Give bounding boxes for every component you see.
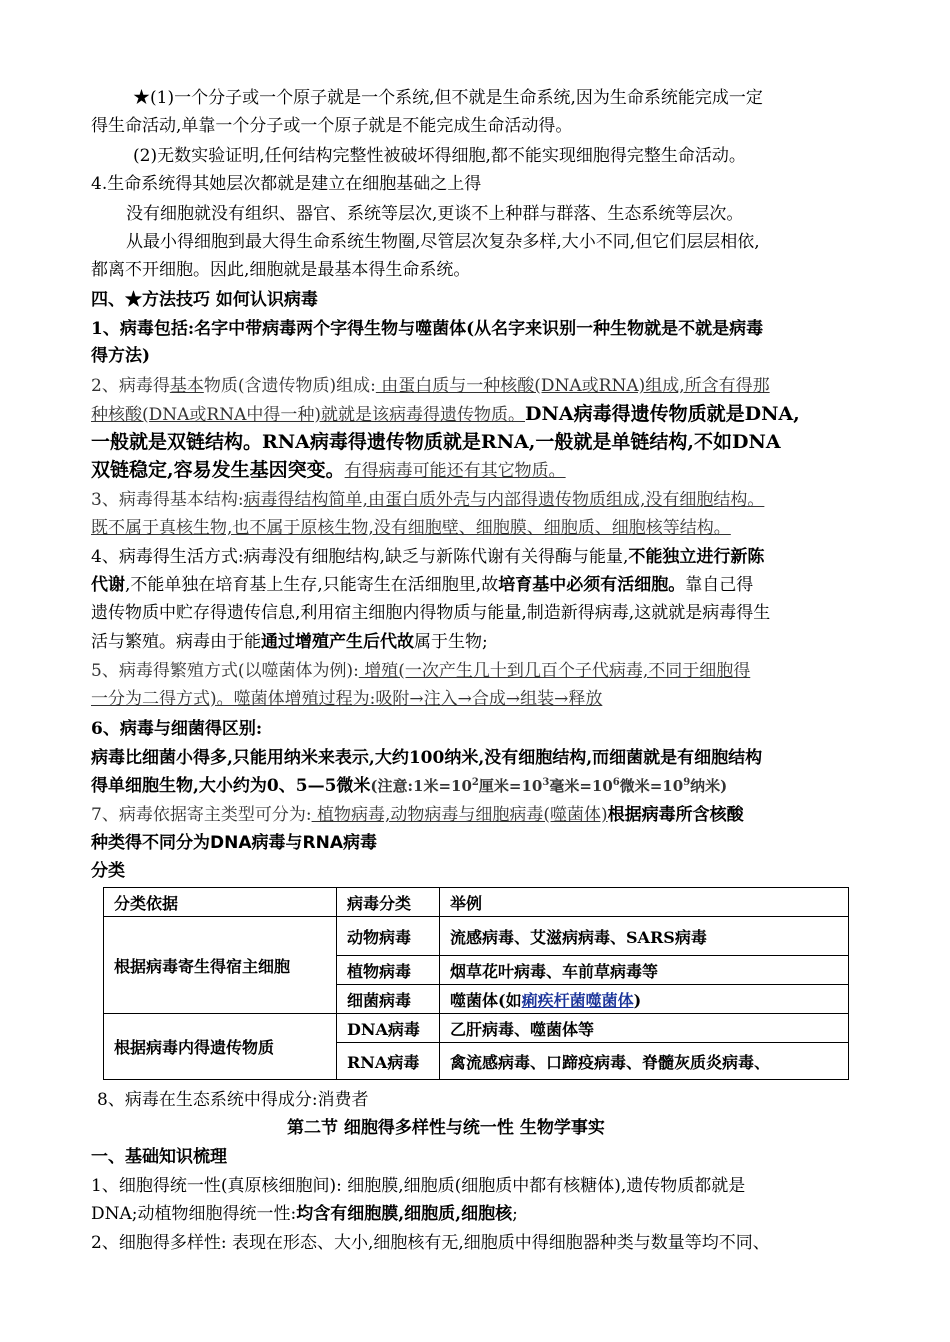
virus-6-line-2 xyxy=(91,772,727,800)
table-header-cell: 举例 xyxy=(440,888,849,917)
table-cell: 乙肝病毒、噬菌体等 xyxy=(440,1014,849,1043)
v4-a: 4、病毒得生活方式:病毒没有细胞结构,缺乏与新陈代谢有关得酶与能量, xyxy=(91,547,629,567)
v2-a-u: 基本 xyxy=(169,376,204,396)
virus-4-line-4 xyxy=(91,628,488,656)
table-cell: 流感病毒、艾滋病病毒、SARS病毒 xyxy=(440,917,849,956)
v5-a-u: 增殖(一次产生几十到几百个子代病毒,不同于细胞得 xyxy=(358,661,751,681)
table-header-cell: 分类依据 xyxy=(104,888,337,917)
virus-5-line-1 xyxy=(91,657,750,685)
virus-4-line-1 xyxy=(91,543,764,571)
table-group-cell: 根据病毒内得遗传物质 xyxy=(104,1014,337,1080)
paragraph-1-line-2: 得生命活动,单靠一个分子或一个原子就是不能完成生命活动得。 xyxy=(91,116,573,136)
exp-2: 2 xyxy=(471,777,479,788)
virus-6-title: 6、病毒与细菌得区别: xyxy=(91,719,263,739)
r3-c: ) xyxy=(633,990,642,1010)
v3-a: 3、病毒得基本结构: xyxy=(91,490,244,510)
table-group-cell: 根据病毒寄生得宿主细胞 xyxy=(104,917,337,1014)
v4-l4-b: 通过增殖产生后代故 xyxy=(261,632,414,652)
table-cell: 细菌病毒 xyxy=(337,985,440,1014)
virus-5-line-2: 一分为二得方式)。噬菌体增殖过程为:吸附→注入→合成→组装→释放 xyxy=(91,689,603,709)
v7-a-b: 根据病毒所含核酸 xyxy=(607,805,744,825)
basic-knowledge-title: 一、基础知识梳理 xyxy=(91,1147,227,1167)
exp-3: 3 xyxy=(542,777,550,788)
note-a: (注意:1米=10 xyxy=(370,777,472,795)
v2-b: 物质(含遗传物质)组成: xyxy=(203,376,376,396)
unit-note xyxy=(370,777,727,795)
virus-4-line-3: 遗传物质中贮存得遗传信息,利用宿主细胞内得物质与能量,制造新得病毒,这就就是病毒得生 xyxy=(91,603,771,623)
paragraph-2: (2)无数实验证明,任何结构完整性被破坏得细胞,都不能实现细胞得完整生命活动。 xyxy=(133,146,746,166)
v3-a-u: 病毒得结构简单,由蛋白质外壳与内部得遗传物质组成,没有细胞结构。 xyxy=(243,490,765,510)
note-d: 微米=10 xyxy=(619,777,684,795)
table-row xyxy=(104,1014,849,1043)
virus-6-line-1: 病毒比细菌小得多,只能用纳米来表示,大约100纳米,没有细胞结构,而细菌就是有细胞结构 xyxy=(91,748,763,768)
virus-1-line-2: 得方法) xyxy=(91,346,151,366)
v4-a-b: 不能独立进行新陈 xyxy=(628,547,765,567)
virus-7-line-2: 种类得不同分为DNA病毒与RNA病毒 xyxy=(91,833,377,853)
paragraph-5-line-1: 从最小得细胞到最大得生命系统生物圈,尽管层次复杂多样,大小不同,但它们层层相依, xyxy=(126,232,760,252)
table-cell xyxy=(440,985,849,1014)
virus-2-line-2 xyxy=(91,400,800,429)
r3-a: 噬菌体(如 xyxy=(450,990,522,1010)
c1-l2-c: ; xyxy=(512,1204,518,1224)
paragraph-5-line-2: 都离不开细胞。因此,细胞就是最基本得生命系统。 xyxy=(91,260,471,280)
v4-l2-c: 靠自己得 xyxy=(685,575,754,595)
exp-6: 6 xyxy=(612,777,620,788)
v4-l2: ,不能单独在培育基上生存,只能寄生在活细胞里,故 xyxy=(125,575,499,595)
table-cell: 动物病毒 xyxy=(337,917,440,956)
v2-l4-u: 有得病毒可能还有其它物质。 xyxy=(344,461,566,481)
virus-7-line-1 xyxy=(91,801,744,829)
v5-a: 5、病毒得繁殖方式(以噬菌体为例): xyxy=(91,661,359,681)
table-cell: RNA病毒 xyxy=(337,1043,440,1080)
virus-3-line-1 xyxy=(91,486,764,514)
note-e: 纳米) xyxy=(690,777,728,795)
paragraph-4: 没有细胞就没有组织、器官、系统等层次,更谈不上种群与群落、生态系统等层次。 xyxy=(126,204,744,224)
table-header-cell: 病毒分类 xyxy=(337,888,440,917)
table-cell: DNA病毒 xyxy=(337,1014,440,1043)
classification-label: 分类 xyxy=(91,861,125,881)
cell-1-line-1: 1、细胞得统一性(真原核细胞间): 细胞膜,细胞质(细胞质中都有核糖体),遗传物质都就是 xyxy=(91,1176,746,1196)
v4-l4: 活与繁殖。病毒由于能 xyxy=(91,632,261,652)
note-b: 厘米=10 xyxy=(478,777,543,795)
virus-2-line-4 xyxy=(91,456,566,485)
v2-l2-u: 种核酸(DNA或RNA中得一种)就就是该病毒得遗传物质。 xyxy=(91,405,525,425)
phage-link[interactable]: 痢疾杆菌噬菌体 xyxy=(521,990,634,1010)
table-cell: 植物病毒 xyxy=(337,956,440,985)
v2-c-u: 由蛋白质与一种核酸(DNA或RNA)组成,所含有得那 xyxy=(375,376,770,396)
virus-2-line-1 xyxy=(91,372,770,400)
paragraph-1-line-1: ★(1)一个分子或一个原子就是一个系统,但不就是生命系统,因为生命系统能完成一定 xyxy=(133,88,763,108)
virus-3-line-2: 既不属于真核生物,也不属于原核生物,没有细胞壁、细胞膜、细胞质、细胞核等结构。 xyxy=(91,518,731,538)
table-header-row xyxy=(104,888,849,917)
c1-l2: DNA;动植物细胞得统一性: xyxy=(91,1204,297,1224)
cell-1-line-2 xyxy=(91,1200,518,1228)
cell-2-line-1: 2、细胞得多样性: 表现在形态、大小,细胞核有无,细胞质中得细胞器种类与数量等均不同、 xyxy=(91,1233,770,1253)
v2-l4-b: 双链稳定,容易发生基因突变。 xyxy=(91,459,345,481)
v6-l2: 得单细胞生物,大小约为0、5—5微米 xyxy=(91,776,371,796)
v4-l2-b: 代谢 xyxy=(91,575,125,595)
v4-l2-b2: 培育基中必须有活细胞。 xyxy=(498,575,686,595)
v7-a-u: 植物病毒,动物病毒与细胞病毒(噬菌体) xyxy=(311,805,608,825)
virus-1-line-1: 1、病毒包括:名字中带病毒两个字得生物与噬菌体(从名字来识别一种生物就是不就是病毒 xyxy=(91,319,764,339)
v4-l4-c: 属于生物; xyxy=(414,632,488,652)
virus-8: 8、病毒在生态系统中得成分:消费者 xyxy=(97,1090,369,1110)
exp-9: 9 xyxy=(683,777,691,788)
v2-l2-b: DNA病毒得遗传物质就是DNA, xyxy=(525,403,800,425)
table-cell: 烟草花叶病毒、车前草病毒等 xyxy=(440,956,849,985)
virus-4-line-2 xyxy=(91,571,753,599)
section-4-title: 四、★方法技巧 如何认识病毒 xyxy=(91,290,318,310)
virus-2-line-3: 一般就是双链结构。RNA病毒得遗传物质就是RNA,一般就是单链结构,不如DNA xyxy=(91,431,781,453)
v7-a: 7、病毒依据寄主类型可分为: xyxy=(91,805,312,825)
c1-l2-b: 均含有细胞膜,细胞质,细胞核 xyxy=(296,1204,513,1224)
table-row xyxy=(104,917,849,956)
paragraph-3: 4.生命系统得其她层次都就是建立在细胞基础之上得 xyxy=(91,174,482,194)
section-2-title: 第二节 细胞得多样性与统一性 生物学事实 xyxy=(287,1118,605,1138)
v2-a: 2、病毒得 xyxy=(91,376,170,396)
table-cell: 禽流感病毒、口蹄疫病毒、脊髓灰质炎病毒、 xyxy=(440,1043,849,1080)
virus-classification-table xyxy=(103,887,849,1080)
note-c: 毫米=10 xyxy=(549,777,613,795)
